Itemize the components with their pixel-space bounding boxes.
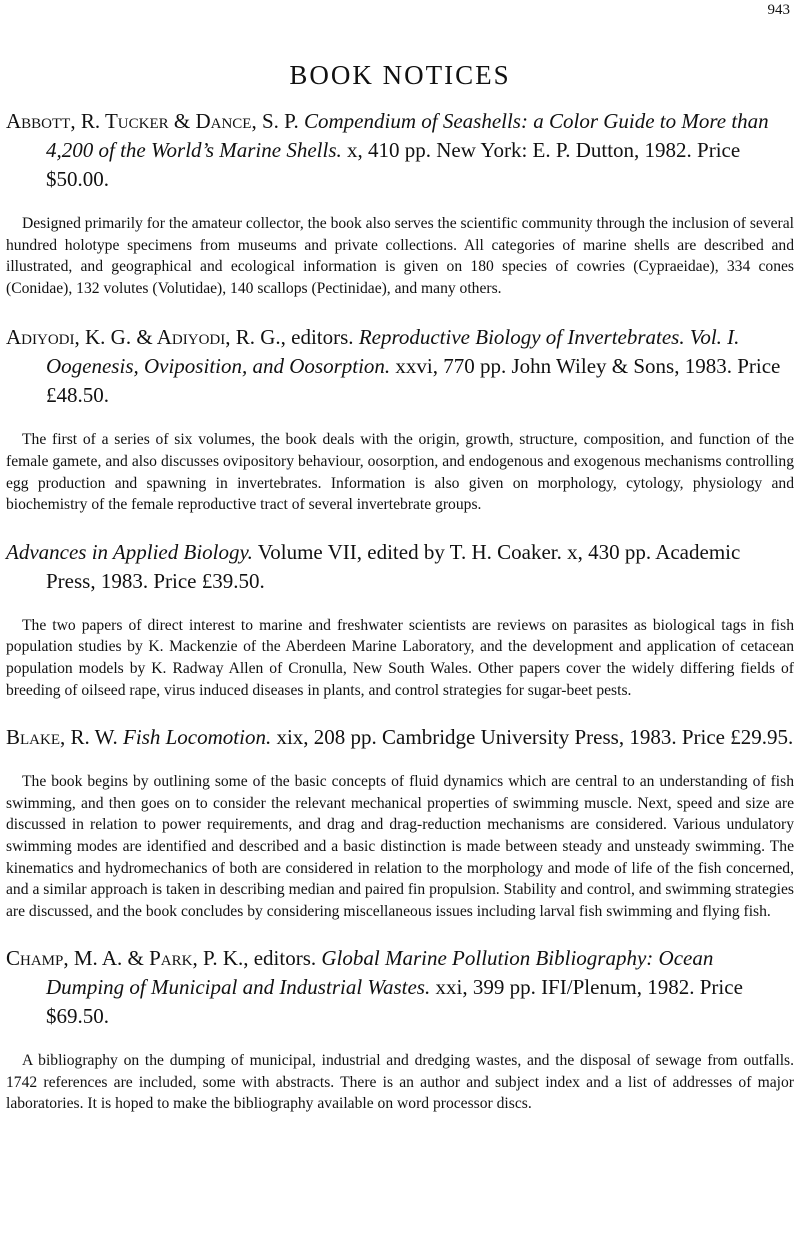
notice-summary: Designed primarily for the amateur collector, the book also serves the scientific community through the inclusion of several hundred holotype specimens from museums and private collections. All categories of marine shells are described and illustrated, and geographical and ecological information is given on 180 species of cowries (Cypraeidae), 334 cones (Conidae), 132 volutes (Volutidae), 140 scallops (Pectinidae), and many others. (6, 215, 794, 297)
notice-authors: Champ, M. A. & Park, P. K. (6, 946, 244, 971)
notice-book-title: Global Marine Pollution Bibliography: Ocean Dumping of Municipal and Industrial Wastes. (46, 946, 714, 1000)
notice-heading (6, 723, 794, 752)
notice-heading (6, 538, 794, 596)
notice-summary: The two papers of direct interest to marine and freshwater scientists are reviews on parasites as biological tags in fish population studies by K. Mackenzie of the Aberdeen Marine Laboratory, and the development and application of cetacean population models by K. Radway Allen of Cronulla, New South Wales. Other papers cover the widely differing fields of breeding of oilseed rape, virus induced diseases in plants, and control strategies for sugar-beet pests. (6, 616, 794, 699)
notice-authors: Blake, R. W. (6, 725, 118, 750)
notice-authors: Abbott, R. Tucker & Dance, S. P. (6, 109, 299, 133)
notice-pub-info: x, 410 pp. New York: E. P. Dutton, 1982. Price $50.00. (46, 138, 741, 191)
page-number: 943 (767, 2, 790, 18)
book-notice (6, 323, 794, 515)
book-notice (6, 723, 794, 922)
notice-book-title: Reproductive Biology of Invertebrates. Vol. I. Oogenesis, Oviposition, and Oosorption. (46, 325, 740, 379)
notice-summary: A bibliography on the dumping of municipal, industrial and dredging wastes, and the disposal of sewage from outfalls. 1742 references are included, some with abstracts. There is an author and subject index and a list of addresses of major laboratories. It is hoped to make the bibliography available on word processor discs. (6, 1052, 794, 1113)
notice-heading (6, 107, 794, 194)
book-notice (6, 107, 794, 299)
notice-summary: The book begins by outlining some of the basic concepts of fluid dynamics which are central to an understanding of fish swimming, and then goes on to consider the relevant mechanical properties of swimming muscle. Next, speed and size are discussed in relation to power requirements, and drag and drag-reduction mechanisms are considered. Various undulatory swimming modes are identified and described and a basic distinction is made between steady and unsteady swimming. The kinematics and hydromechanics of both are considered in relation to the morphology and mode of life of the fish concerned, and a similar approach is taken in describing median and paired fin propulsion. Stability and control, and swimming strategies are discussed, and the book concludes by considering miscellaneous issues including larval fish swimming and flying fish. (6, 773, 794, 920)
notice-heading (6, 944, 794, 1031)
notice-authors: Adiyodi, K. G. & Adiyodi, R. G. (6, 325, 281, 350)
book-notice (6, 538, 794, 701)
notice-pub-info: Volume VII, edited by T. H. Coaker. x, 430 pp. Academic Press, 1983. Price £39.50. (46, 539, 741, 593)
notice-summary: The first of a series of six volumes, the book deals with the origin, growth, structure, composition, and function of the female gamete, and also discusses ovipository behaviour, oosorption, and endogenous and exogenous mechanisms controlling egg production and spawning in invertebrates. Information is also given on morphology, cytology, physiology and biochemistry of the female reproductive tract of several invertebrate groups. (6, 431, 794, 514)
page-title: BOOK NOTICES (289, 60, 511, 90)
notice-heading (6, 323, 794, 410)
notice-editors: , editors. (280, 325, 354, 350)
notice-editors: , editors. (243, 946, 317, 971)
notice-pub-info: xxi, 399 pp. IFI/Plenum, 1982. Price $69.50. (46, 975, 743, 1029)
notice-book-title: Advances in Applied Biology. (6, 539, 253, 564)
book-notice (6, 944, 794, 1115)
notice-book-title: Compendium of Seashells: a Color Guide to More than 4,200 of the World’s Marine Shells. (46, 109, 769, 162)
notice-pub-info: xxvi, 770 pp. John Wiley & Sons, 1983. Price £48.50. (46, 354, 781, 408)
notice-pub-info: xix, 208 pp. Cambridge University Press, 1983. Price £29.95. (276, 725, 794, 750)
notice-book-title: Fish Locomotion. (123, 725, 272, 750)
